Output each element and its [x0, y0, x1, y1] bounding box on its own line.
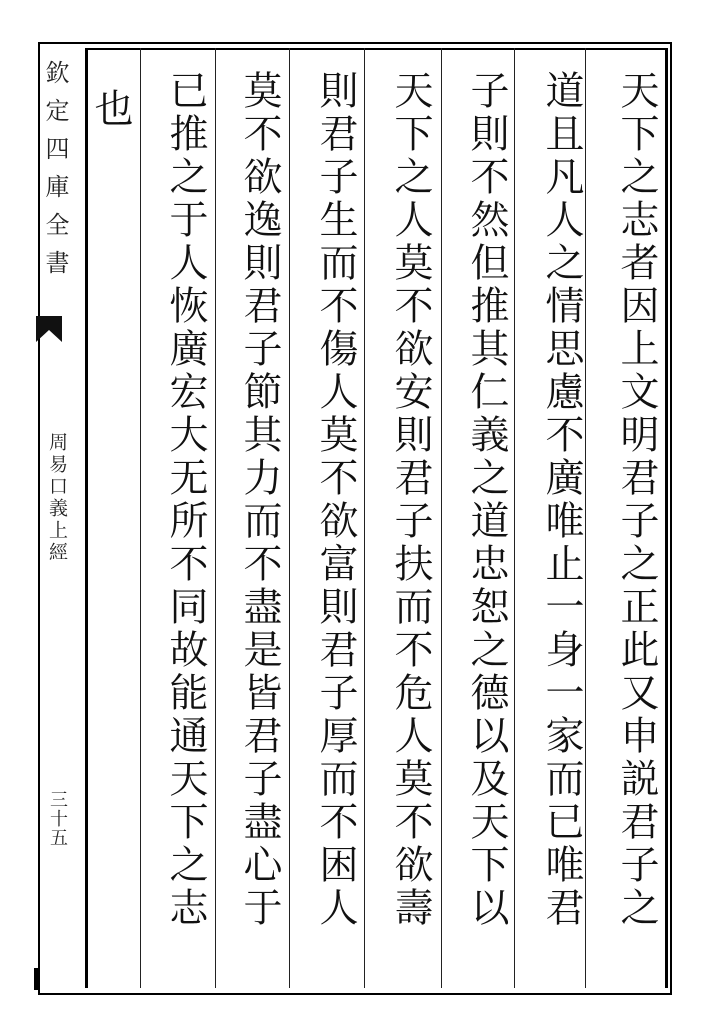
page-number: 三十五	[47, 790, 68, 847]
text-column-5: 則君子生而不傷人莫不欲富則君子厚而不困人	[313, 70, 358, 930]
book-title: 周易口義上經	[46, 432, 68, 564]
text-column-2: 道且凡人之情思慮不廣唯止一身一家而已唯君	[539, 70, 584, 930]
column-rule	[289, 48, 290, 988]
text-column-6: 莫不欲逸則君子節其力而不盡是皆君子盡心于	[237, 70, 282, 930]
text-column-1: 天下之志者因上文明君子之正此又申説君子之	[614, 70, 659, 930]
trim-mark	[34, 968, 38, 990]
collection-title: 欽定四庫全書	[41, 60, 69, 288]
fishtail-mark-icon	[36, 316, 66, 346]
column-rule	[514, 48, 515, 988]
column-rule	[215, 48, 216, 988]
text-column-8: 也	[88, 88, 133, 131]
text-column-7: 已推之于人恢廣宏大无所不同故能通天下之志	[163, 70, 208, 930]
column-rule	[364, 48, 365, 988]
column-rule	[140, 48, 141, 988]
column-rule	[441, 48, 442, 988]
text-column-3: 子則不然但推其仁義之道忠恕之德以及天下以	[464, 70, 509, 930]
text-column-4: 天下之人莫不欲安則君子扶而不危人莫不欲壽	[388, 70, 433, 930]
